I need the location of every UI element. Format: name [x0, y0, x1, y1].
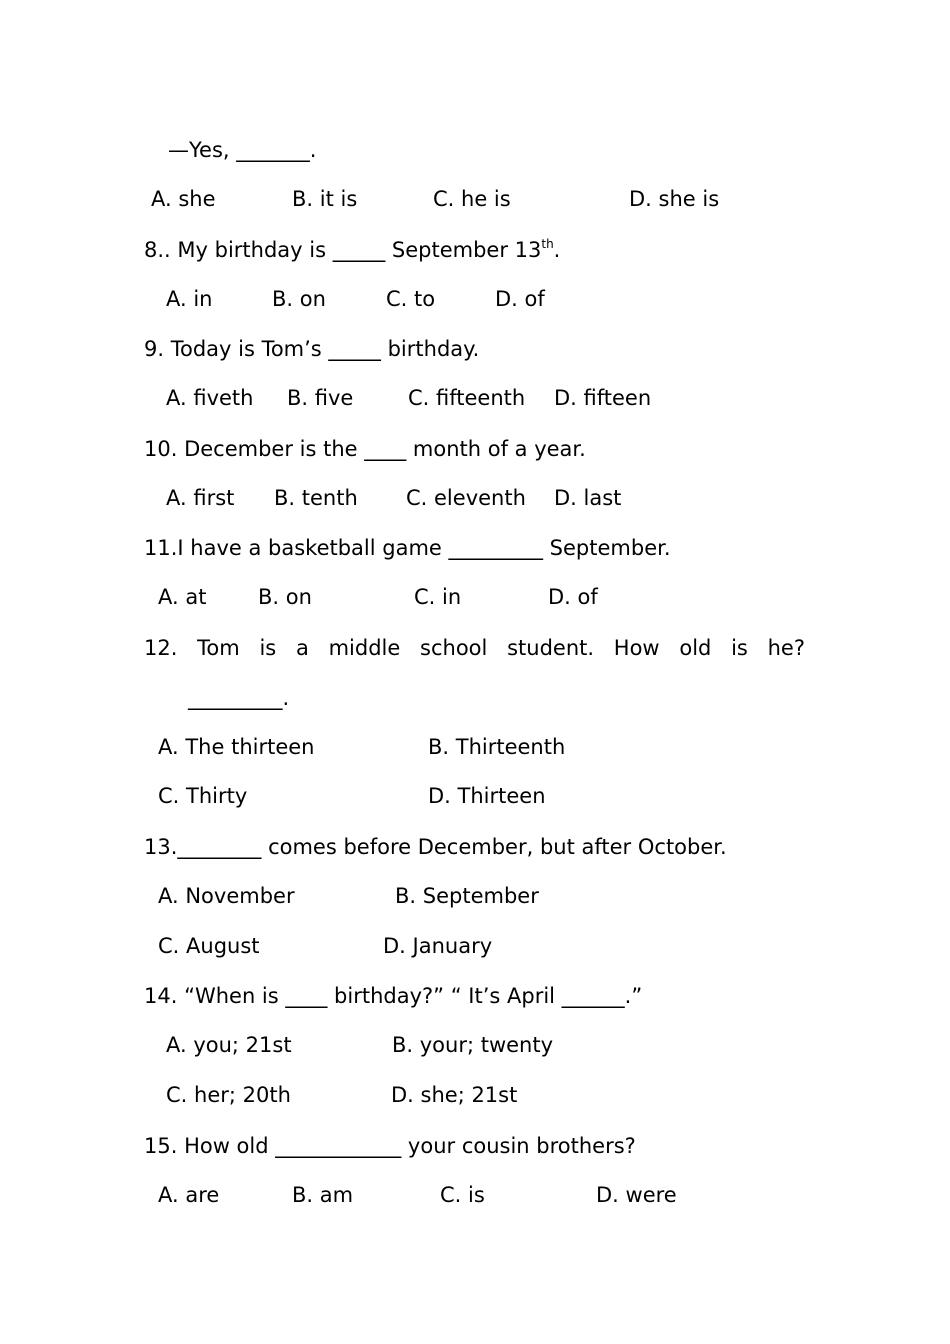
q13-option-c: C. August: [158, 934, 260, 958]
q8-option-d: D. of: [495, 287, 545, 311]
q14-option-c: C. her; 20th: [166, 1083, 291, 1107]
q10-option-a: A. first: [166, 486, 235, 510]
q12-word: school: [420, 636, 488, 660]
q12-word: he?: [767, 636, 805, 660]
q12-word: old: [679, 636, 712, 660]
q8-option-c: C. to: [386, 287, 436, 311]
q12-word: a: [295, 636, 309, 660]
q15-option-c: C. is: [440, 1183, 485, 1207]
q13-option-a: A. November: [158, 884, 295, 908]
q12-word: Tom: [197, 636, 240, 660]
q15-option-d: D. were: [596, 1183, 677, 1207]
q12-option-c: C. Thirty: [158, 784, 248, 808]
q8-stem-end: .: [553, 238, 561, 262]
q13-stem: 13.________ comes before December, but after October.: [144, 835, 727, 859]
q9-option-c: C. fifteenth: [408, 386, 526, 410]
q8-stem-text: 8.. My birthday is _____ September 13: [144, 238, 542, 262]
q7-option-d: D. she is: [629, 187, 720, 211]
q12-word: middle: [328, 636, 401, 660]
q12-word: 12.: [144, 636, 178, 660]
q15-option-a: A. are: [158, 1183, 220, 1207]
q12-word: is: [731, 636, 748, 660]
q9-option-d: D. fifteen: [554, 386, 652, 410]
q7-option-b: B. it is: [292, 187, 358, 211]
q10-stem: 10. December is the ____ month of a year.: [144, 437, 586, 461]
q7-answer-line: —Yes, _______.: [168, 138, 317, 162]
q11-stem: 11.I have a basketball game _________ September.: [144, 536, 671, 560]
q7-option-a: A. she: [151, 187, 216, 211]
q15-stem: 15. How old ____________ your cousin brothers?: [144, 1134, 636, 1158]
q10-option-b: B. tenth: [274, 486, 358, 510]
q12-word: is: [259, 636, 277, 660]
q14-option-b: B. your; twenty: [392, 1033, 554, 1057]
q15-option-b: B. am: [292, 1183, 354, 1207]
q12-option-d: D. Thirteen: [428, 784, 546, 808]
q11-option-d: D. of: [548, 585, 598, 609]
q12-option-a: A. The thirteen: [158, 735, 315, 759]
q10-option-d: D. last: [554, 486, 622, 510]
q8-option-a: A. in: [166, 287, 213, 311]
q12-stem: [144, 635, 805, 661]
q11-option-a: A. at: [158, 585, 207, 609]
q14-option-d: D. she; 21st: [391, 1083, 518, 1107]
q8-stem-superscript: th: [541, 237, 554, 251]
q13-option-d: D. January: [383, 934, 493, 958]
q12-word: How: [613, 636, 660, 660]
q8-stem: [144, 237, 560, 263]
q12-word: student.: [507, 636, 595, 660]
q14-option-a: A. you; 21st: [166, 1033, 292, 1057]
q13-option-b: B. September: [395, 884, 539, 908]
q11-option-c: C. in: [414, 585, 462, 609]
q9-option-b: B. five: [287, 386, 354, 410]
q9-stem: 9. Today is Tom’s _____ birthday.: [144, 337, 480, 361]
q10-option-c: C. eleventh: [406, 486, 526, 510]
q14-stem: 14. “When is ____ birthday?” “ It’s April ______.”: [144, 984, 643, 1008]
q8-option-b: B. on: [272, 287, 326, 311]
q9-option-a: A. fiveth: [166, 386, 254, 410]
q7-option-c: C. he is: [433, 187, 511, 211]
q12-option-b: B. Thirteenth: [428, 735, 566, 759]
q12-answer-blank: _________.: [188, 686, 290, 710]
q11-option-b: B. on: [258, 585, 312, 609]
